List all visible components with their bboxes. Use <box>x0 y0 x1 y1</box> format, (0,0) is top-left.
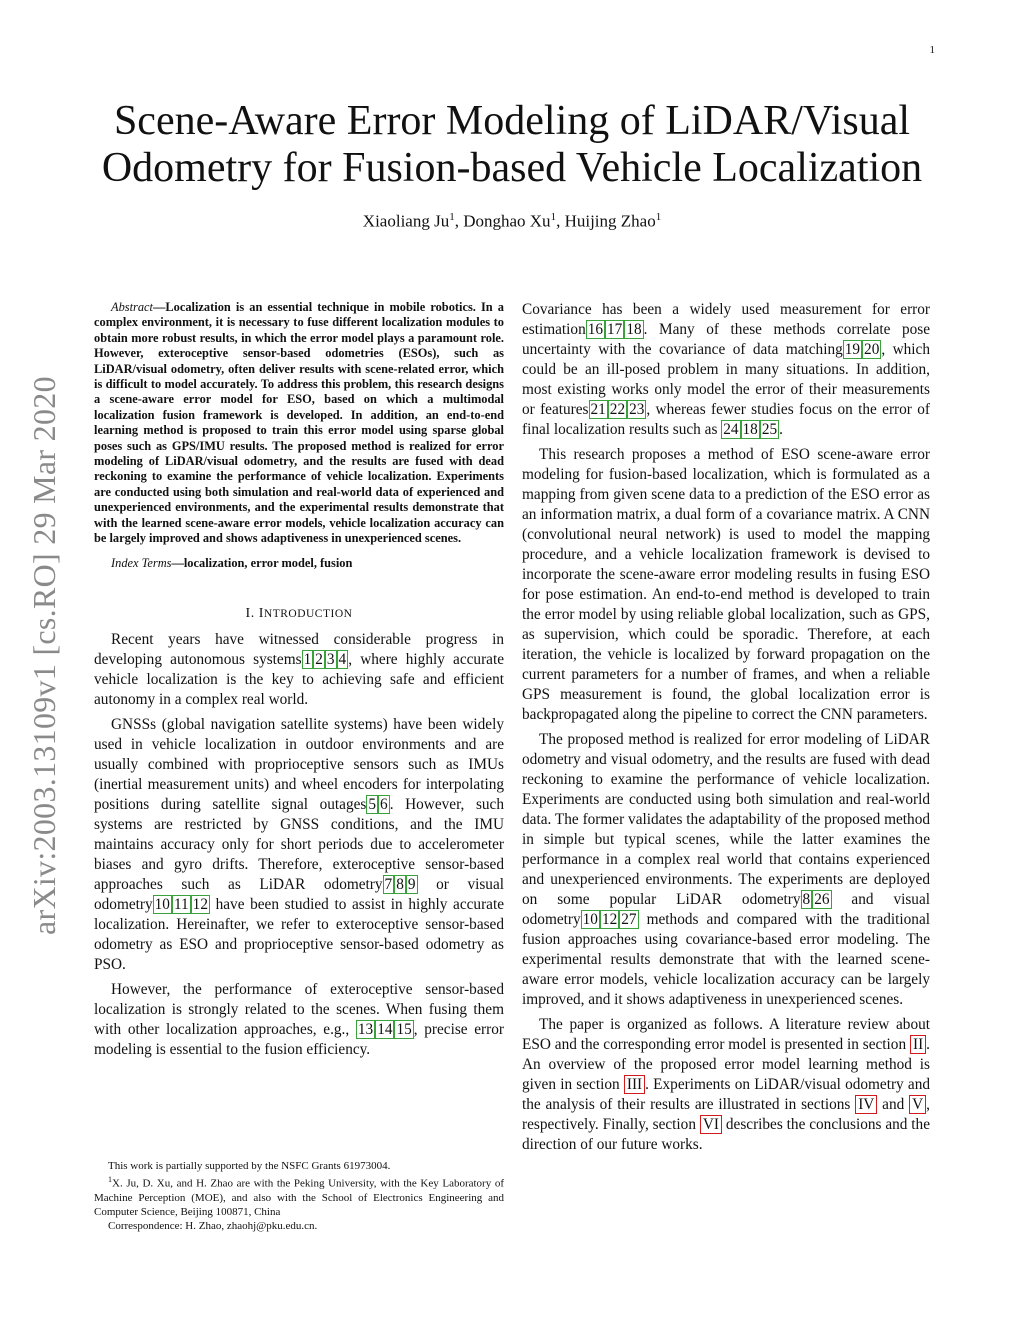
author-list: Xiaoliang Ju$^1$, Donghao Xu$^1$, Huijing Zhao$^1$ <box>362 211 662 231</box>
paragraph-text: and <box>877 1096 910 1113</box>
citation-link[interactable]: 2 <box>315 650 323 668</box>
paragraph-text: and visual odometry <box>522 891 930 928</box>
citation-link[interactable]: 14 <box>377 1020 393 1038</box>
citation-link[interactable]: 16 <box>587 321 604 338</box>
citation-link[interactable]: 10 <box>154 895 170 913</box>
paragraph <box>94 980 504 1060</box>
paragraph-text: methods and compared with the traditional fusion approaches using covariance-based error modeling. The experimental results demonstrate that with the learned scene-aware error models, vehicle localization accuracy can be largely improved, and it shows adaptiveness in unexperienced scenes. <box>522 911 930 1008</box>
paragraph-text: or visual odometry <box>94 875 504 913</box>
citation-link[interactable]: 25 <box>761 421 778 438</box>
paragraph-text: GNSSs (global navigation satellite systems) have been widely used in vehicle localization in outdoor environments and are usually combined with proprioceptive sensors such as IMUs (inertial measurement units) and wheel encoders for interpolating positions during satellite signal outages <box>94 715 504 813</box>
abstract-text: —Localization is an essential technique in mobile robotics. In a complex environment, it is necessary to fuse different localization modules to obtain more robust results, in which the error model plays a paramount role. However, exteroceptive sensor-based odometries (ESOs), such as LiDAR/visual odometry, often deliver results with scene-related error, which is difficult to model accurately. To address this problem, this research designs a scene-aware error model for ESO, based on which a multimodal localization fusion framework is developed. In addition, an end-to-end learning method is proposed to train this error model using sparse global poses such as GPS/IMU results. The proposed method is realized for error modeling of LiDAR/visual odometry, and the results are fused with dead reckoning to examine the performance of vehicle localization. Experiments are conducted using both simulation and real-world data of experienced and unexperienced environments, and the experimental results demonstrate that with the learned scene-aware error models, vehicle localization accuracy can be largely improved and shows adaptiveness in unexperienced scenes. <box>94 300 504 546</box>
section-title-initial: I <box>258 605 264 621</box>
citation-link[interactable]: 7 <box>384 875 393 893</box>
index-terms <box>94 556 504 571</box>
section-title-rest: NTRODUCTION <box>263 607 353 620</box>
paragraph-text: , where highly accurate vehicle localization is the key to achieving safe and efficient autonomy in a complex real world. <box>94 650 504 708</box>
citation-link[interactable]: 10 <box>582 911 598 928</box>
paragraph-text: describes the conclusions and the direction of our future works. <box>522 1116 930 1153</box>
paragraph <box>522 730 930 1010</box>
author-affiliation-mark: 1 <box>550 211 557 223</box>
author-name: Donghao Xu <box>463 211 551 231</box>
author-name: Xiaoliang Ju <box>362 211 450 231</box>
citation-link[interactable]: 12 <box>601 911 618 928</box>
abstract-label: Abstract <box>111 300 153 314</box>
paper-title: Scene-Aware Error Modeling of LiDAR/Visual Odometry for Fusion-based Vehicle Localization <box>101 98 923 191</box>
citation-link[interactable]: 4 <box>338 650 347 668</box>
paragraph-text: Recent years have witnessed considerable progress in developing autonomous systems <box>94 630 504 668</box>
citation-link[interactable]: 6 <box>380 795 388 813</box>
paragraph-text: . Experiments on LiDAR/visual odometry and the analysis of their results are illustrated in sections <box>522 1076 931 1113</box>
citation-link[interactable]: 15 <box>396 1020 412 1038</box>
citation-link[interactable]: 8 <box>396 875 404 893</box>
paragraph-text: The proposed method is realized for error modeling of LiDAR odometry and visual odometry, and the results are fused with dead reckoning to examine the performance of vehicle localization. Experiments are conducted using both simulation and real-world data. The former validates the adaptability of the proposed method in simple but typical scenes, while the latter examines the performance in a complex real world that contains experienced and unexperienced environments. The experiments are deployed on some popular LiDAR odometry <box>522 731 930 908</box>
section-heading-introduction <box>94 604 504 624</box>
section-numeral: I. <box>245 605 259 621</box>
citation-link[interactable]: 9 <box>407 875 416 893</box>
paragraph <box>94 630 504 710</box>
section-link[interactable]: VI <box>700 1115 722 1134</box>
citation-link[interactable]: 12 <box>192 895 208 913</box>
citation-link[interactable]: 18 <box>742 421 758 438</box>
citation-link[interactable]: 18 <box>626 321 642 338</box>
paragraph-text: , whereas fewer studies focus on the error of final localization results such as <box>522 401 930 438</box>
author-name: Huijing Zhao <box>564 211 656 231</box>
citation-link[interactable]: 11 <box>173 895 189 913</box>
citation-link[interactable]: 5 <box>368 795 377 813</box>
page-number: 1 <box>929 44 935 56</box>
paragraph-text: . However, such systems are restricted by GNSS conditions, and the IMU maintains accuracy only for short periods due to accelerometer biases and gyro drifts. Therefore, exteroceptive sensor-based approaches such as LiDAR odometry <box>94 795 504 893</box>
paragraph <box>94 715 504 975</box>
citation-link[interactable]: 20 <box>864 341 880 358</box>
paragraph <box>522 1015 930 1155</box>
citation-link[interactable]: 17 <box>607 321 623 338</box>
citation-link[interactable]: 1 <box>303 650 312 668</box>
funding-note: This work is partially supported by the NSFC Grants 61973004. <box>108 1160 391 1172</box>
paragraph-text: , which could be an ill-posed problem in many situations. In addition, most existing works only model the error of their measurements or features <box>522 341 930 418</box>
paragraph-text: Covariance has been a widely used measurement for error estimation <box>522 301 930 338</box>
citation-link[interactable]: 22 <box>609 401 626 418</box>
section-link[interactable]: IV <box>855 1095 877 1114</box>
citation-link[interactable]: 13 <box>357 1020 374 1038</box>
citation-link[interactable]: 26 <box>814 891 830 908</box>
abstract <box>94 300 504 547</box>
section-link[interactable]: II <box>910 1035 926 1054</box>
correspondence-note: Correspondence: H. Zhao, zhaohj@pku.edu.cn. <box>108 1219 318 1232</box>
paragraph-text: . Many of these methods correlate pose uncertainty with the covariance of data matching <box>522 321 930 358</box>
affiliation-text: X. Ju, D. Xu, and H. Zhao are with the Peking University, with the Key Laboratory of Machine Perception (MOE), and also with the School of Electronics Engineering and Computer Science, Beijing 100871, China <box>94 1177 504 1218</box>
arxiv-identifier[interactable]: arXiv:2003.13109v1 [cs.RO] 29 Mar 2020 <box>26 376 62 935</box>
affiliation-mark: 1 <box>108 1175 112 1184</box>
paragraph-text: . <box>779 421 783 438</box>
paragraph-text: , precise error modeling is essential to the fusion efficiency. <box>94 1020 504 1058</box>
section-link[interactable]: V <box>909 1095 926 1114</box>
index-terms-label: Index Terms <box>111 555 172 570</box>
footnote <box>94 1159 504 1233</box>
citation-link[interactable]: 24 <box>723 421 739 438</box>
paragraph-text: However, the performance of exteroceptive sensor-based localization is strongly related to the scenes. When fusing them with other localization approaches, e.g., <box>94 980 504 1038</box>
author-affiliation-mark: 1 <box>655 211 662 223</box>
paragraph-text: The paper is organized as follows. A literature review about ESO and the corresponding error model is presented in section <box>522 1016 930 1053</box>
citation-link[interactable]: 19 <box>844 341 861 358</box>
citation-link[interactable]: 21 <box>590 401 606 418</box>
right-column <box>522 300 930 1160</box>
paragraph-text: , respectively. Finally, section <box>522 1096 930 1133</box>
paragraph-text: . An overview of the proposed error model learning method is given in section <box>522 1036 930 1093</box>
left-column <box>94 300 504 1065</box>
section-link[interactable]: III <box>624 1075 645 1094</box>
paragraph: This research proposes a method of ESO scene-aware error modeling for fusion-based localization, which is formulated as a mapping from given scene data to a prediction of the ESO error as an information matrix, a dual form of a covariance matrix. A CNN (convolutional neural network) is used to model the mapping procedure, and a vehicle localization framework is devised to incorporate the scene-aware error modeling results in fusing ESO for pose estimation. An end-to-end method is developed to train the error model by using reliable global localization, such as GPS, as supervision, which could be sporadic. Therefore, at each iteration, the vehicle is localized by forward propagation on the current parameters for a number of frames, and when a reliable GPS measurement is found, the global localization error is backpropagated along the pipeline to correct the CNN parameters. <box>522 446 930 723</box>
citation-link[interactable]: 3 <box>326 650 335 668</box>
paragraph-text: have been studied to assist in highly accurate localization. Hereinafter, we refer to exteroceptive sensor-based odometry as ESO and proprioceptive sensor-based odometry as PSO. <box>94 895 504 973</box>
citation-link[interactable]: 27 <box>621 911 637 928</box>
citation-link[interactable]: 23 <box>629 401 645 418</box>
paragraph <box>522 300 930 440</box>
affiliation-note <box>94 1173 504 1219</box>
author-affiliation-mark: 1 <box>449 211 455 223</box>
citation-link[interactable]: 8 <box>802 891 811 908</box>
index-terms-text: —localization, error model, fusion <box>171 555 353 570</box>
